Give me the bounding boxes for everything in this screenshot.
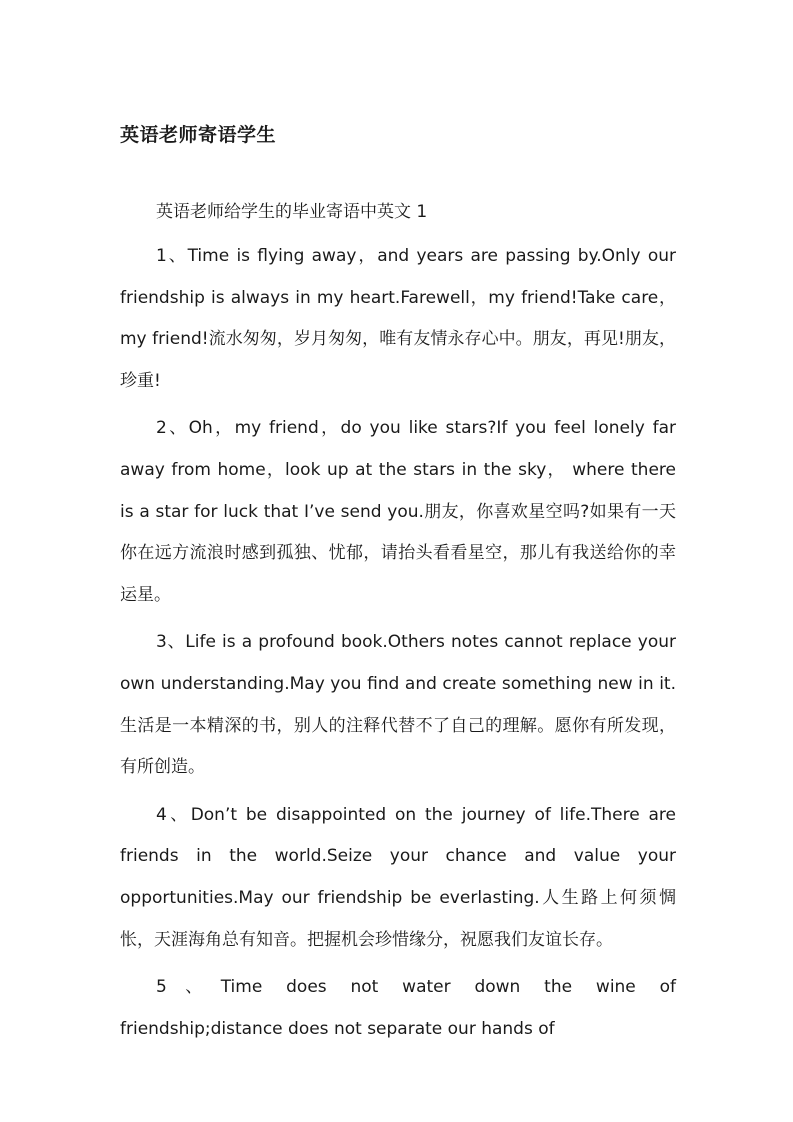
paragraph-1: 1、Time is flying away，and years are passing by.Only our friendship is always in my heart.Farewell，my friend!Take care，my friend!流水匆匆，岁月匆匆，唯有友情永存心中。朋友，再见!朋友，珍重! xyxy=(120,246,676,391)
paragraph-2: 2、Oh，my friend，do you like stars?If you feel lonely far away from home，look up at the stars in the sky， where there is a star for luck that I’ve send you.朋友，你喜欢星空吗?如果有一天你在远方流浪时感到孤独、忧郁，请抬头看看星空，那儿有我送给你的幸运星。 xyxy=(120,418,676,605)
paragraph-3: 3、Life is a profound book.Others notes cannot replace your own understanding.May you find and create something new in it.生活是一本精深的书，别人的注释代替不了自己的理解。愿你有所发现，有所创造。 xyxy=(120,632,676,778)
paragraph-5: 5、Time does not water down the wine of friendship;distance does not separate our hands of xyxy=(120,977,676,1039)
document-page xyxy=(120,116,676,1050)
document-title: 英语老师寄语学生 xyxy=(120,124,277,146)
document-subtitle: 英语老师给学生的毕业寄语中英文 1 xyxy=(156,202,428,222)
paragraph-4: 4、Don’t be disappointed on the journey of life.There are friends in the world.Seize your chance and value your opportunities.May our friendship be everlasting.人生路上何须惆怅，天涯海角总有知音。把握机会珍惜缘分，祝愿我们友谊长存。 xyxy=(120,804,676,950)
